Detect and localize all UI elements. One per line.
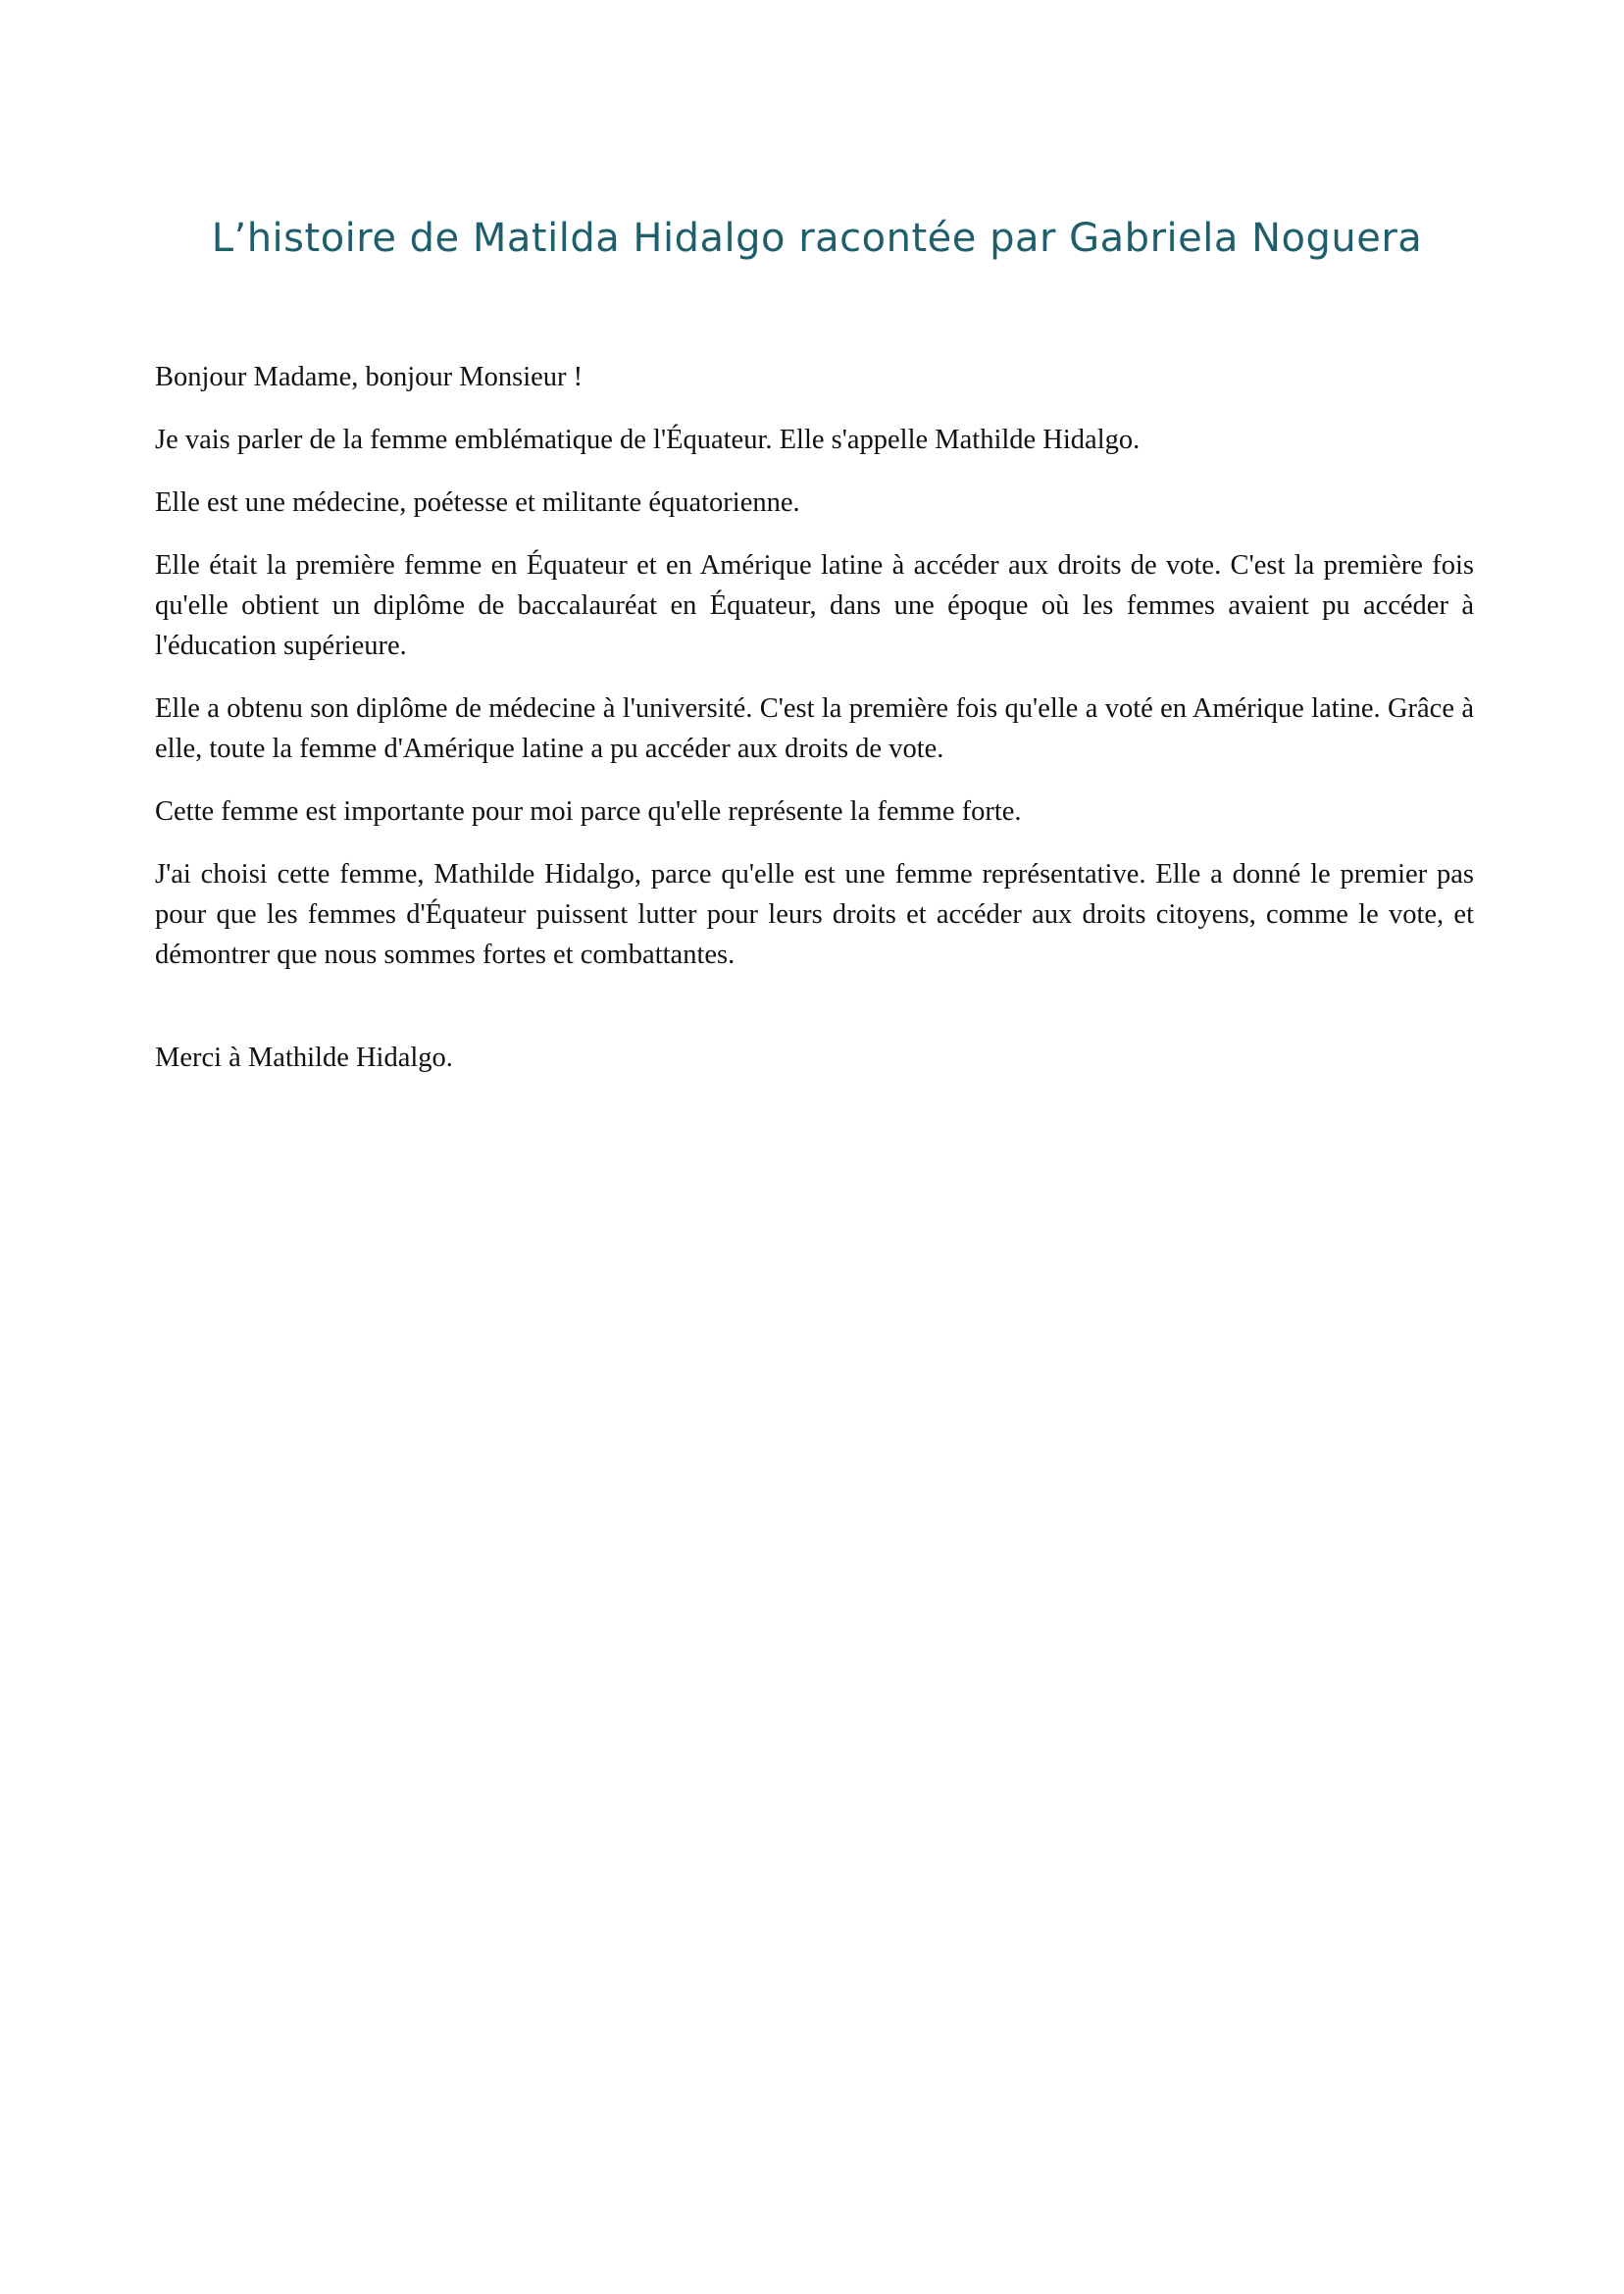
paragraph-description: Elle est une médecine, poétesse et militante équatorienne. [155,487,800,518]
paragraph-first-woman: Elle était la première femme en Équateur et en Amérique latine à accéder aux droits de vote. C'est la première fois qu'elle obtient un diplôme de baccalauréat en Équateur, dans une époque où les femmes avaient pu accéder à l'éducation supérieure. [155,550,1474,661]
paragraph-choice: J'ai choisi cette femme, Mathilde Hidalgo, parce qu'elle est une femme représentative. Elle a donné le premier pas pour que les femmes d'Équateur puissent lutter pour leurs droits et accéder aux droits citoyens, comme le vote, et démontrer que nous sommes fortes et combattantes. [155,859,1474,970]
document-title: L’histoire de Matilda Hidalgo racontée par Gabriela Noguera [211,216,1423,261]
paragraph-medicine-degree: Elle a obtenu son diplôme de médecine à l'université. C'est la première fois qu'elle a voté en Amérique latine. Grâce à elle, toute la femme d'Amérique latine a pu accéder aux droits de vote. [155,693,1474,764]
paragraph-introduction: Je vais parler de la femme emblématique de l'Équateur. Elle s'appelle Mathilde Hidalgo. [155,425,1141,455]
document-body [155,357,1474,1100]
paragraph-greeting: Bonjour Madame, bonjour Monsieur ! [155,362,584,392]
paragraph-importance: Cette femme est importante pour moi parce qu'elle représente la femme forte. [155,796,1022,827]
paragraph-closing: Merci à Mathilde Hidalgo. [155,1043,453,1073]
